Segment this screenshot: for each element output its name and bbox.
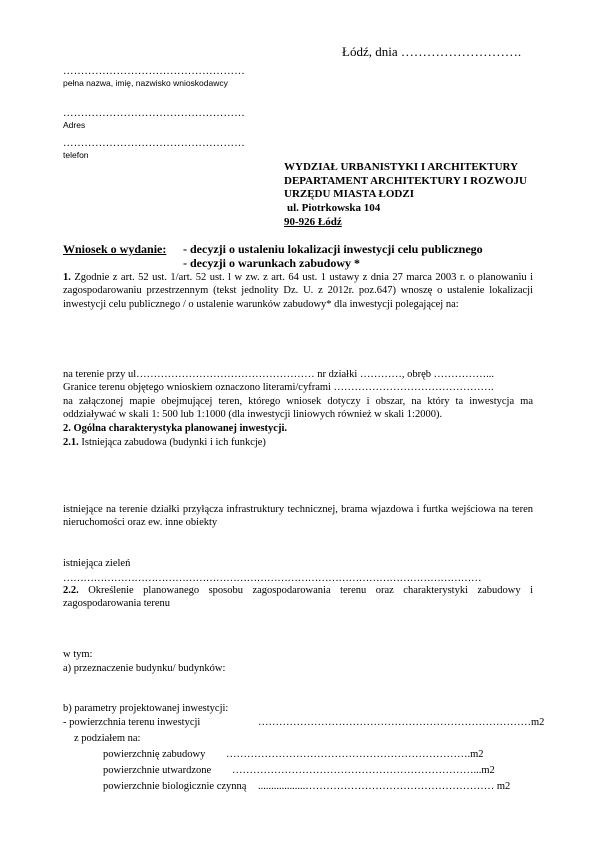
built-area-label: powierzchnię zabudowy [103,749,206,760]
addressee-line-3: URZĘDU MIASTA ŁODZI [284,188,414,200]
addressee-line-4: ul. Piotrkowska 104 [287,202,381,214]
section-2-1 [63,437,266,448]
section-1-number: 1. [63,272,71,283]
section-1-paragraph [63,271,533,311]
split-label: z podziałem na: [74,733,141,744]
map-paragraph: na załączonej mapie obejmującej teren, którego wniosek dotyczy i obszar, na który ta inwestycja ma oddziaływać w skali 1: 500 lub 1:1000 (dla inwestycji liniowych również w skali 1:2000). [63,396,533,421]
section-2-2-number: 2.2. [63,585,79,596]
building-purpose-label: a) przeznaczenie budynku/ budynków: [63,663,226,674]
applicant-name-label: pełna nazwa, imię, nazwisko wnioskodawcy [63,78,228,88]
including-label: w tym: [63,649,93,660]
greenery-field[interactable]: …………………………………………………………………………………………………………… [63,573,482,584]
applicant-phone-field[interactable]: …………………………………………… [63,138,245,149]
section-2-2-paragraph [63,584,533,611]
applicant-address-label: Adres [63,120,86,130]
request-label: Wniosek o wydanie: [63,242,167,256]
request-option-building-conditions[interactable]: - decyzji o warunkach zabudowy * [183,256,361,270]
addressee-line-5: 90-926 Łódź [284,216,342,228]
location-line[interactable]: na terenie przy ul…………………………………………… nr działki …………, obręb ……………... [63,369,495,380]
place-date[interactable]: Łódź, dnia ………………………. [342,44,522,59]
applicant-address-field[interactable]: …………………………………………… [63,108,245,119]
applicant-phone-label: telefon [63,150,89,160]
boundary-line[interactable]: Granice terenu objętego wnioskiem oznaczono literami/cyframi ………………………………………. [63,382,494,393]
bio-area-label: powierzchnie biologicznie czynną [103,781,247,792]
applicant-name-field[interactable]: …………………………………………… [63,66,245,77]
addressee-line-1: WYDZIAŁ URBANISTYKI I ARCHITEKTURY [284,161,519,173]
investment-area-label: - powierzchnia terenu inwestycji [63,717,201,728]
request-option-public-purpose[interactable]: - decyzji o ustaleniu lokalizacji inwestycji celu publicznego [183,242,483,256]
paved-area-label: powierzchnie utwardzone [103,765,212,776]
section-2-heading: 2. Ogólna charakterystyka planowanej inwestycji. [63,423,287,434]
infrastructure-paragraph: istniejące na terenie działki przyłącza infrastruktury technicznej, brama wjazdowa i furtka wejściowa na teren nieruchomości oraz ew. inne obiekty [63,504,533,529]
section-2-1-number: 2.1. [63,437,79,448]
addressee-line-2: DEPARTAMENT ARCHITEKTURY I ROZWOJU [284,175,527,187]
section-1-text: Zgodnie z art. 52 ust. 1/art. 52 ust. l w zw. z art. 64 ust. 1 ustawy z dnia 27 marca 2003 r. o planowaniu i zagospodarowaniu przestrzennym (tekst jednolity Dz. U. z 2012r. poz.647) wnoszę o ustalenie lokalizacji inwestycji celu publicznego / o ustalenie warunków zabudowy* dla inwestycji polegającej na: [63,272,533,310]
bio-area-field[interactable]: ..................……………………………………………… m2 [258,781,511,792]
section-2-1-text: Istniejąca zabudowa (budynki i ich funkcje) [81,437,266,448]
investment-parameters-label: b) parametry projektowanej inwestycji: [63,703,229,714]
greenery-label: istniejąca zieleń [63,558,131,569]
investment-area-field[interactable]: ……………………………………………………………………m2 [258,717,545,728]
built-area-field[interactable]: …………………………………………………………….m2 [226,749,484,760]
section-2-2-text: Określenie planowanego sposobu zagospodarowania terenu oraz charakterystyki zabudowy i zagospodarowania terenu [63,585,534,610]
paved-area-field[interactable]: ……………………………………………………………...m2 [232,765,495,776]
